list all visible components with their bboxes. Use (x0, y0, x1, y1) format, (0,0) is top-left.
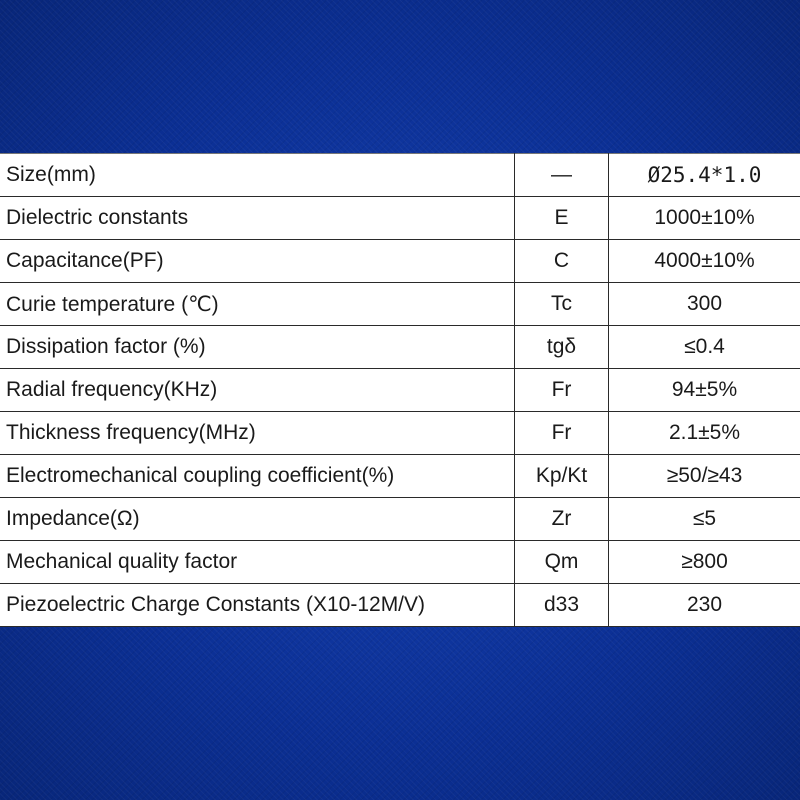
table-row (0, 197, 800, 240)
parameter-cell: Piezoelectric Charge Constants (X10-12M/V) (0, 584, 515, 627)
parameter-cell: Thickness frequency(MHz) (0, 412, 515, 455)
parameter-cell: Radial frequency(KHz) (0, 369, 515, 412)
value-cell: 94±5% (609, 369, 800, 412)
symbol-cell: Tc (515, 283, 609, 326)
symbol-cell: Fr (515, 369, 609, 412)
parameter-cell: Impedance(Ω) (0, 498, 515, 541)
table-row (0, 240, 800, 283)
parameter-cell: Capacitance(PF) (0, 240, 515, 283)
value-cell: ≥50/≥43 (609, 455, 800, 498)
value-cell: ≥800 (609, 541, 800, 584)
table-row (0, 326, 800, 369)
table-row (0, 412, 800, 455)
table-row (0, 369, 800, 412)
spec-table (0, 153, 800, 627)
table-row (0, 283, 800, 326)
symbol-cell: — (515, 154, 609, 197)
table-row (0, 541, 800, 584)
table-row (0, 498, 800, 541)
symbol-cell: tgδ (515, 326, 609, 369)
value-cell: ≤0.4 (609, 326, 800, 369)
parameter-cell: Size(mm) (0, 154, 515, 197)
value-cell: Ø25.4*1.0 (609, 154, 800, 197)
value-cell: 1000±10% (609, 197, 800, 240)
value-cell: 4000±10% (609, 240, 800, 283)
symbol-cell: Zr (515, 498, 609, 541)
symbol-cell: Fr (515, 412, 609, 455)
table-row (0, 455, 800, 498)
symbol-cell: Qm (515, 541, 609, 584)
parameter-cell: Dissipation factor (%) (0, 326, 515, 369)
symbol-cell: Kp/Kt (515, 455, 609, 498)
parameter-cell: Curie temperature (℃) (0, 283, 515, 326)
parameter-cell: Dielectric constants (0, 197, 515, 240)
symbol-cell: C (515, 240, 609, 283)
value-cell: 230 (609, 584, 800, 627)
symbol-cell: d33 (515, 584, 609, 627)
value-cell: 2.1±5% (609, 412, 800, 455)
value-cell: ≤5 (609, 498, 800, 541)
table-row (0, 154, 800, 197)
parameter-cell: Electromechanical coupling coefficient(%) (0, 455, 515, 498)
symbol-cell: E (515, 197, 609, 240)
table-row (0, 584, 800, 627)
value-cell: 300 (609, 283, 800, 326)
parameter-cell: Mechanical quality factor (0, 541, 515, 584)
